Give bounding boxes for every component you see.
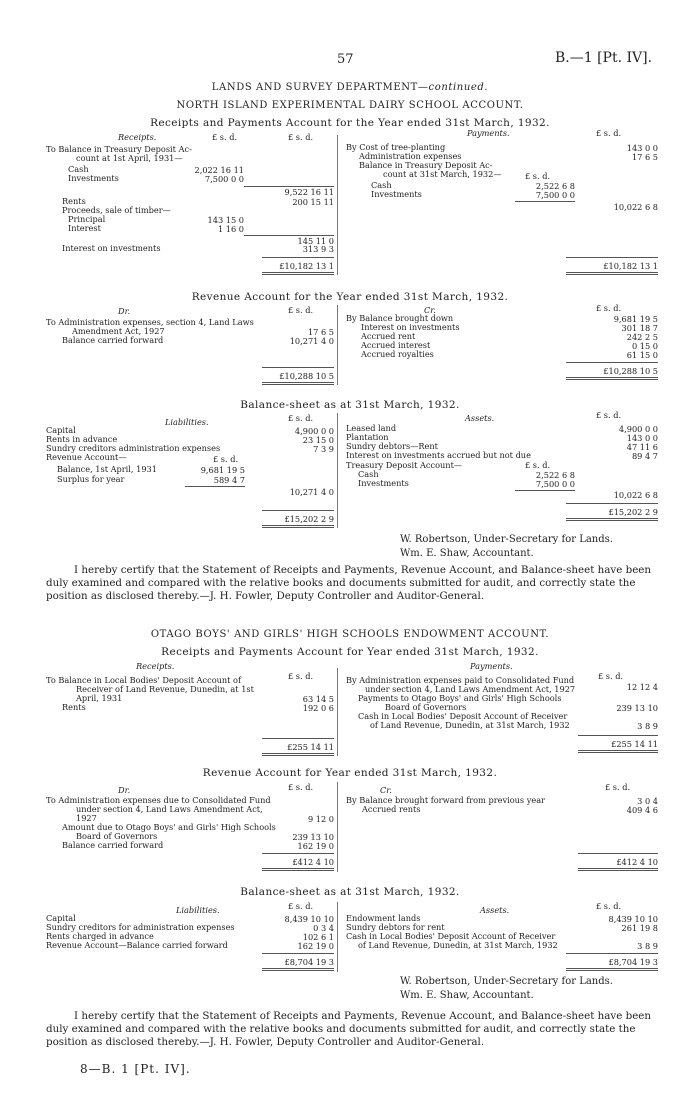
page-footer: 8—B. 1 [Pt. IV]. xyxy=(80,1062,191,1076)
revenue-line: 1927 xyxy=(76,813,97,823)
payment-line: By Administration expenses paid to Consolidated Fund xyxy=(346,675,575,685)
revenue-cr-line: Interest on investments xyxy=(361,322,460,332)
assets-heading: Assets. xyxy=(480,905,510,915)
payment-line: By Cost of tree-planting xyxy=(346,142,446,152)
lsd-heading: £ s. d. xyxy=(213,454,239,464)
amount: 589 4 7 xyxy=(213,475,245,485)
amount: 7,500 0 0 xyxy=(535,479,575,489)
total: £255 14 11 xyxy=(287,742,334,752)
amount: 9 12 0 xyxy=(307,814,334,824)
amount: 47 11 6 xyxy=(626,442,658,452)
amount: 61 15 0 xyxy=(626,350,658,360)
payment-line: Cash xyxy=(371,180,392,190)
asset-line: Cash xyxy=(358,469,379,479)
amount: 301 18 7 xyxy=(621,323,658,333)
total: £8,704 19 3 xyxy=(284,957,334,967)
asset-line: Sundry debtors—Rent xyxy=(346,441,438,451)
amount: 242 2 5 xyxy=(626,332,658,342)
total: £412 4 10 xyxy=(616,857,658,867)
receipts-heading: Receipts. xyxy=(136,661,175,671)
liability-line: Capital xyxy=(46,425,76,435)
receipt-line: Rents xyxy=(62,702,86,712)
amount: 3 8 9 xyxy=(637,941,658,951)
amount: 63 14 5 xyxy=(302,694,334,704)
receipt-line: To Balance in Local Bodies' Deposit Account of xyxy=(46,675,242,685)
amount: 2,522 6 8 xyxy=(535,181,575,191)
revenue-line: To Administration expenses due to Consolidated Fund xyxy=(46,795,271,805)
signature-under-secretary: W. Robertson, Under-Secretary for Lands. xyxy=(400,534,613,545)
revenue-line: Balance carried forward xyxy=(62,335,164,345)
asset-line: Sundry debtors for rent xyxy=(346,922,445,932)
amount: 17 6 5 xyxy=(631,152,658,162)
amount: 4,900 0 0 xyxy=(618,424,658,434)
receipt-line: Interest xyxy=(68,223,101,233)
amount: 9,522 16 11 xyxy=(284,187,334,197)
amount: 162 19 0 xyxy=(297,941,334,951)
amount: 10,271 4 0 xyxy=(289,336,334,346)
cr-label: Cr. xyxy=(380,785,392,795)
liability-line: Sundry creditors administration expenses xyxy=(46,443,221,453)
amount: 10,271 4 0 xyxy=(289,487,334,497)
amount: 313 9 3 xyxy=(302,244,334,254)
amount: 143 0 0 xyxy=(626,433,658,443)
amount: 3 0 4 xyxy=(637,796,658,806)
payments-heading: Payments. xyxy=(467,128,510,138)
revenue-line: To Administration expenses, section 4, Land Laws xyxy=(46,317,254,327)
amount: 4,900 0 0 xyxy=(294,426,334,436)
audit-certificate: I hereby certify that the Statement of Receipts and Payments, Revenue Account, and Balance-sheet have been duly examined and compared with the relative books and documents submitted for audit, and correctly state the position as disclosed thereby.—J. H. Fowler, Deputy Controller and Auditor-General. xyxy=(46,1010,652,1048)
lsd-heading: £ s. d. xyxy=(596,303,622,313)
liabilities-heading: Liabilities. xyxy=(165,417,209,427)
receipt-line: April, 1931 xyxy=(76,693,123,703)
account2-revenue-title: Revenue Account for Year ended 31st March, 1932. xyxy=(202,767,498,779)
liability-line: Revenue Account—Balance carried forward xyxy=(46,940,228,950)
total: £255 14 11 xyxy=(611,739,658,749)
amount: 12 12 4 xyxy=(626,682,658,692)
amount: 261 19 8 xyxy=(621,923,658,933)
amount: 1 16 0 xyxy=(217,224,244,234)
account1-title: NORTH ISLAND EXPERIMENTAL DAIRY SCHOOL ACCOUNT. xyxy=(176,100,524,111)
account1-rp-title: Receipts and Payments Account for the Year ended 31st March, 1932. xyxy=(150,117,550,129)
asset-line: of Land Revenue, Dunedin, at 31st March, 1932 xyxy=(358,940,558,950)
payment-line: Investments xyxy=(371,189,422,199)
revenue-line: Board of Governors xyxy=(76,831,158,841)
amount: 10,022 6 8 xyxy=(613,490,658,500)
lsd-heading: £ s. d. xyxy=(596,901,622,911)
amount: 89 4 7 xyxy=(631,451,658,461)
assets-heading: Assets. xyxy=(465,413,495,423)
total: £15,202 2 9 xyxy=(608,507,658,517)
audit-certificate: I hereby certify that the Statement of Receipts and Payments, Revenue Account, and Balance-sheet have been duly examined and compared with the relative books and documents submitted for audit, and correctly state the position as disclosed thereby.—J. H. Fowler, Deputy Controller and Auditor-General. xyxy=(46,564,652,602)
amount: 192 0 6 xyxy=(302,703,334,713)
total: £10,288 10 5 xyxy=(603,366,658,376)
lsd-heading: £ s. d. xyxy=(288,305,314,315)
account2-rp-title: Receipts and Payments Account for Year ended 31st March, 1932. xyxy=(161,646,539,658)
payment-line: Board of Governors xyxy=(385,702,467,712)
amount: 2,522 6 8 xyxy=(535,470,575,480)
lsd-heading: £ s. d. xyxy=(598,671,624,681)
amount: 17 6 5 xyxy=(307,327,334,337)
revenue-line: Amendment Act, 1927 xyxy=(72,326,165,336)
revenue-cr-line: Accrued rents xyxy=(362,804,421,814)
lsd-heading: £ s. d. xyxy=(288,132,314,142)
receipt-line: count at 1st April, 1931— xyxy=(76,153,183,163)
amount: 409 4 6 xyxy=(626,805,658,815)
liability-line: Capital xyxy=(46,913,76,923)
lsd-heading: £ s. d. xyxy=(288,901,314,911)
receipt-line: Investments xyxy=(68,173,119,183)
asset-line: Treasury Deposit Account— xyxy=(346,460,463,470)
amount: 102 6 1 xyxy=(302,932,334,942)
page-number: 57 xyxy=(337,52,354,67)
revenue-cr-line: Accrued interest xyxy=(361,340,431,350)
revenue-cr-line: Accrued rent xyxy=(361,331,416,341)
asset-line: Investments xyxy=(358,478,409,488)
amount: 0 3 4 xyxy=(313,923,334,933)
liability-line: Sundry creditors for administration expenses xyxy=(46,922,235,932)
lsd-heading: £ s. d. xyxy=(288,782,314,792)
asset-line: Interest on investments accrued but not due xyxy=(346,450,531,460)
account1-revenue-title: Revenue Account for the Year ended 31st March, 1932. xyxy=(191,291,509,303)
amount: 8,439 10 10 xyxy=(608,914,658,924)
signature-accountant: Wm. E. Shaw, Accountant. xyxy=(400,548,534,559)
amount: 200 15 11 xyxy=(292,197,334,207)
total: £10,288 10 5 xyxy=(279,371,334,381)
receipt-line: Receiver of Land Revenue, Dunedin, at 1st xyxy=(76,684,254,694)
lsd-heading: £ s. d. xyxy=(525,460,551,470)
department-heading: LANDS AND SURVEY DEPARTMENT—continued. xyxy=(211,82,489,93)
payment-line: Payments to Otago Boys' and Girls' High Schools xyxy=(358,693,562,703)
lsd-heading: £ s. d. xyxy=(596,128,622,138)
dr-label: Dr. xyxy=(118,306,131,316)
lsd-heading: £ s. d. xyxy=(605,782,631,792)
amount: 2,022 16 11 xyxy=(194,165,244,175)
amount: 145 11 0 xyxy=(297,236,334,246)
receipt-line: Interest on investments xyxy=(62,243,161,253)
payments-heading: Payments. xyxy=(470,661,513,671)
receipt-line: Proceeds, sale of timber— xyxy=(62,205,171,215)
amount: 23 15 0 xyxy=(302,435,334,445)
amount: 10,022 6 8 xyxy=(613,202,658,212)
revenue-line: Amount due to Otago Boys' and Girls' High Schools xyxy=(62,822,276,832)
signature-under-secretary: W. Robertson, Under-Secretary for Lands. xyxy=(400,976,613,987)
liability-line: Rents in advance xyxy=(46,434,118,444)
revenue-line: under section 4, Land Laws Amendment Act, xyxy=(76,804,263,814)
cr-label: Cr. xyxy=(424,305,436,315)
payment-line: Cash in Local Bodies' Deposit Account of Receiver xyxy=(358,711,568,721)
lsd-heading: £ s. d. xyxy=(288,413,314,423)
page-reference: B.—1 [Pt. IV]. xyxy=(555,50,653,66)
liability-line: Rents charged in advance xyxy=(46,931,154,941)
asset-line: Leased land xyxy=(346,423,397,433)
liabilities-heading: Liabilities. xyxy=(176,905,220,915)
revenue-cr-line: By Balance brought forward from previous year xyxy=(346,795,545,805)
liability-line: Revenue Account— xyxy=(46,452,127,462)
payment-line: Balance in Treasury Deposit Ac- xyxy=(359,160,493,170)
total: £8,704 19 3 xyxy=(608,957,658,967)
amount: 8,439 10 10 xyxy=(284,914,334,924)
asset-line: Endowment lands xyxy=(346,913,421,923)
payment-line: under section 4, Land Laws Amendment Act, 1927 xyxy=(365,684,576,694)
account2-title: OTAGO BOYS' AND GIRLS' HIGH SCHOOLS ENDOWMENT ACCOUNT. xyxy=(150,629,550,640)
receipt-line: Principal xyxy=(68,214,106,224)
amount: 143 0 0 xyxy=(626,143,658,153)
amount: 239 13 10 xyxy=(616,703,658,713)
amount: 0 15 0 xyxy=(631,341,658,351)
total: £10,182 13 1 xyxy=(603,261,658,271)
asset-line: Cash in Local Bodies' Deposit Account of Receiver xyxy=(346,931,556,941)
total: £15,202 2 9 xyxy=(284,514,334,524)
receipts-heading: Receipts. xyxy=(118,132,157,142)
payment-line: count at 31st March, 1932— xyxy=(383,169,502,179)
liability-line: Surplus for year xyxy=(57,474,125,484)
receipt-line: Cash xyxy=(68,164,89,174)
account1-balance-title: Balance-sheet as at 31st March, 1932. xyxy=(240,399,460,411)
lsd-heading: £ s. d. xyxy=(212,132,238,142)
amount: 3 8 9 xyxy=(637,721,658,731)
account2-balance-title: Balance-sheet as at 31st March, 1932. xyxy=(240,886,460,898)
amount: 7,500 0 0 xyxy=(535,190,575,200)
lsd-heading: £ s. d. xyxy=(288,671,314,681)
revenue-cr-line: Accrued royalties xyxy=(361,349,434,359)
amount: 7,500 0 0 xyxy=(204,174,244,184)
amount: 239 13 10 xyxy=(292,832,334,842)
amount: 9,681 19 5 xyxy=(200,465,245,475)
dr-label: Dr. xyxy=(118,785,131,795)
total: £10,182 13 1 xyxy=(279,261,334,271)
liability-line: Balance, 1st April, 1931 xyxy=(57,464,157,474)
amount: 143 15 0 xyxy=(207,215,244,225)
asset-line: Plantation xyxy=(346,432,389,442)
signature-accountant: Wm. E. Shaw, Accountant. xyxy=(400,990,534,1001)
revenue-cr-line: By Balance brought down xyxy=(346,313,454,323)
lsd-heading: £ s. d. xyxy=(596,410,622,420)
payment-line: Administration expenses xyxy=(359,151,462,161)
payment-line: of Land Revenue, Dunedin, at 31st March, 1932 xyxy=(370,720,570,730)
receipt-line: Rents xyxy=(62,196,86,206)
total: £412 4 10 xyxy=(292,857,334,867)
amount: 7 3 9 xyxy=(313,444,334,454)
amount: 162 19 0 xyxy=(297,841,334,851)
revenue-line: Balance carried forward xyxy=(62,840,164,850)
receipt-line: To Balance in Treasury Deposit Ac- xyxy=(46,144,192,154)
lsd-heading: £ s. d. xyxy=(525,171,551,181)
amount: 9,681 19 5 xyxy=(613,314,658,324)
